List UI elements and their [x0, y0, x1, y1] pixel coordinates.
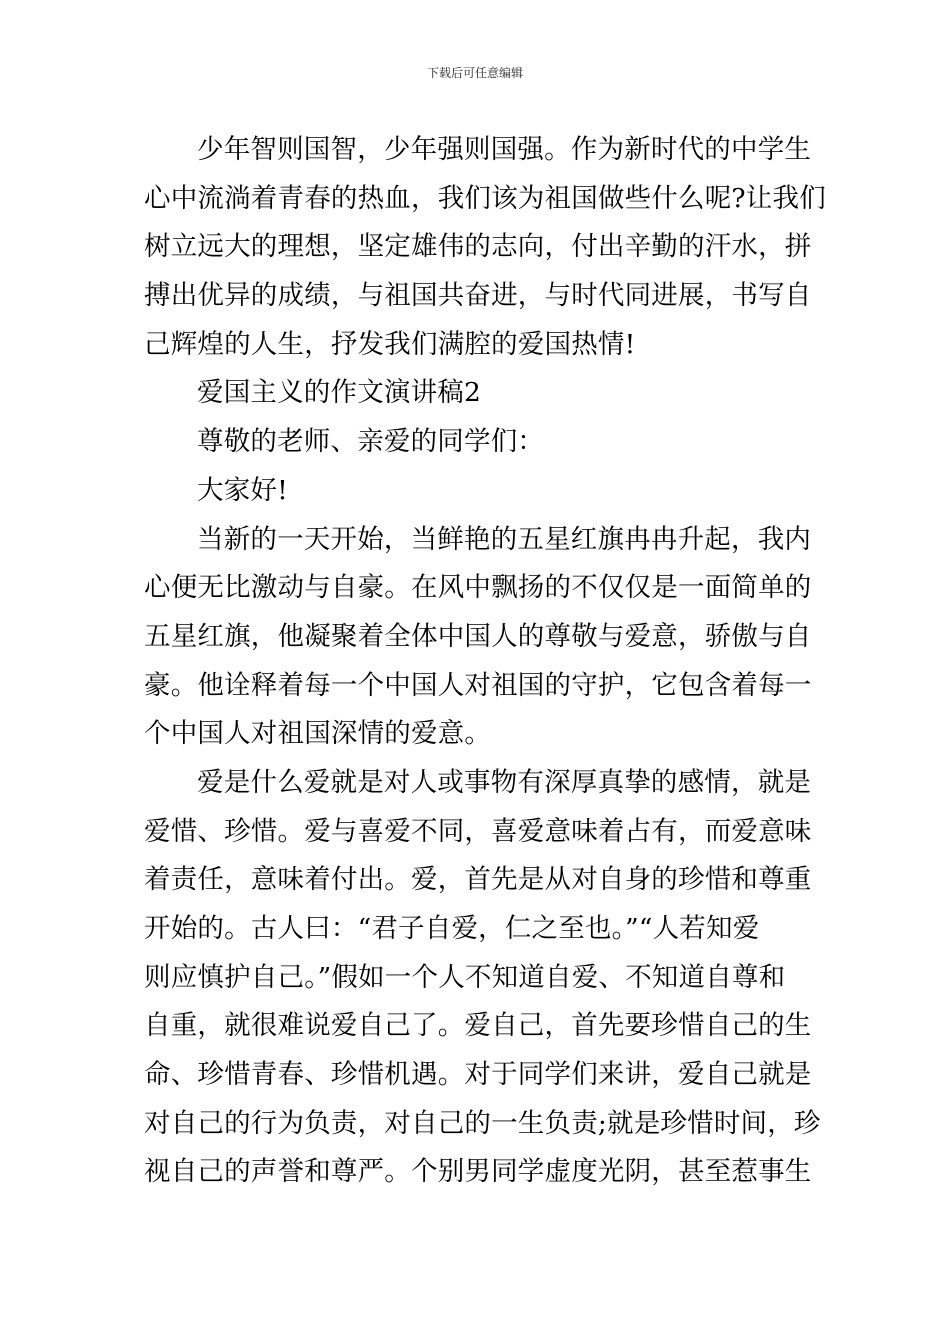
section-title: 爱国主义的作文演讲稿2 — [197, 377, 482, 409]
text-line: 树立远大的理想，坚定雄伟的志向，付出辛勤的汗水，拼 — [144, 231, 812, 263]
text-line: 己辉煌的人生，抒发我们满腔的爱国热情! — [144, 328, 636, 360]
text-line: 个中国人对祖国深情的爱意。 — [144, 718, 492, 750]
text-line: 命、珍惜青春、珍惜机遇。对于同学们来讲，爱自己就是 — [144, 1059, 812, 1091]
text-line: 开始的。古人曰：“君子自爱，仁之至也。”“人若知爱 — [144, 913, 760, 944]
text-line: 心便无比激动与自豪。在风中飘扬的不仅仅是一面简单的 — [144, 572, 812, 604]
text-line: 豪。他诠释着每一个中国人对祖国的守护，它包含着每一 — [144, 669, 812, 701]
text-line: 少年智则国智，少年强则国强。作为新时代的中学生 — [197, 134, 812, 165]
text-line: 则应慎护自己。”假如一个人不知道自爱、不知道自尊和 — [144, 961, 786, 993]
text-line: 五星红旗，他凝聚着全体中国人的尊敬与爱意，骄傲与自 — [144, 620, 812, 652]
text-line: 着责任，意味着付出。爱，首先是从对自身的珍惜和尊重 — [144, 864, 812, 896]
document-body — [144, 126, 826, 1197]
text-line: 爱惜、珍惜。爱与喜爱不同，喜爱意味着占有，而爱意味 — [144, 815, 812, 847]
text-line: 当新的一天开始，当鲜艳的五星红旗冉冉升起，我内 — [197, 523, 812, 555]
text-line: 心中流淌着青春的热血，我们该为祖国做些什么呢?让我们 — [144, 182, 826, 214]
salutation: 尊敬的老师、亲爱的同学们： — [197, 426, 545, 458]
greeting: 大家好! — [197, 474, 288, 506]
text-line: 自重，就很难说爱自己了。爱自己，首先要珍惜自己的生 — [144, 1010, 812, 1042]
text-line: 搏出优异的成绩，与祖国共奋进，与时代同进展，书写自 — [144, 280, 812, 312]
text-line: 爱是什么爱就是对人或事物有深厚真挚的感情，就是 — [197, 766, 812, 798]
text-line: 视自己的声誉和尊严。个别男同学虚度光阴，甚至惹事生 — [144, 1156, 812, 1188]
text-line: 对自己的行为负责，对自己的一生负责;就是珍惜时间，珍 — [144, 1107, 821, 1139]
page-header-note: 下载后可任意编辑 — [426, 66, 523, 80]
